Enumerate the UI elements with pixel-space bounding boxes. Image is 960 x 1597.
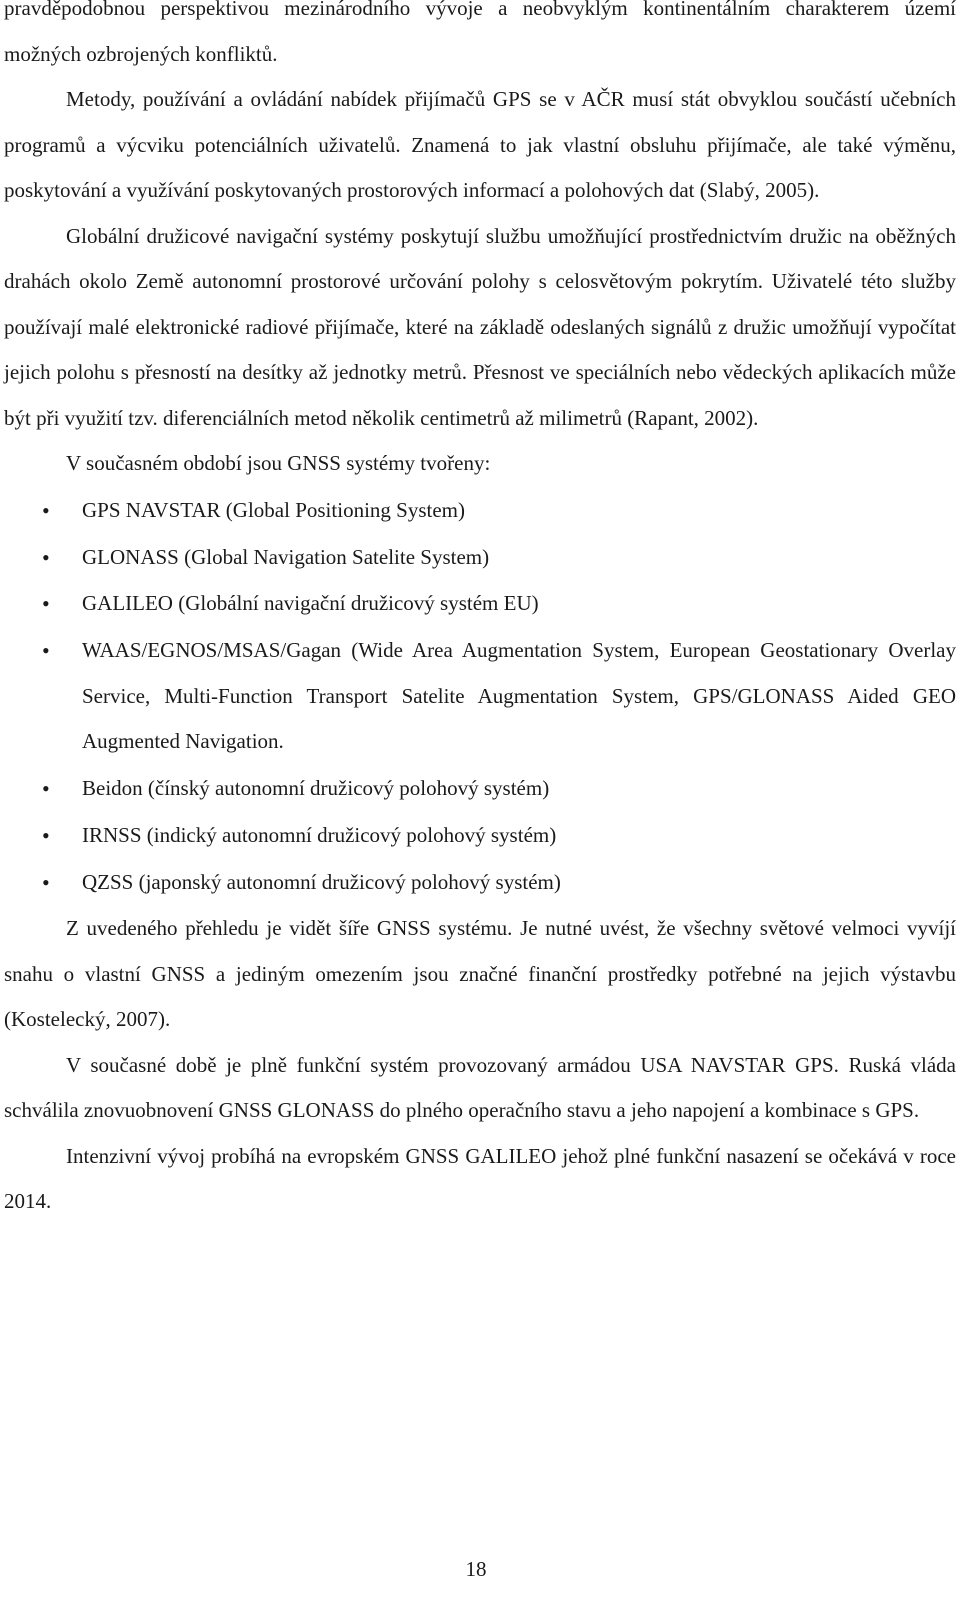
list-item (4, 581, 956, 627)
bullet-icon: • (42, 638, 50, 664)
list-item (4, 766, 956, 812)
list-item-text: GALILEO (Globální navigační družicový systém EU) (82, 591, 539, 616)
list-item (4, 628, 956, 765)
list-item (4, 535, 956, 581)
page-number: 18 (465, 1557, 487, 1581)
list-item (4, 813, 956, 859)
list-item-text: IRNSS (indický autonomní družicový polohový systém) (82, 822, 557, 847)
bullet-icon: • (42, 775, 50, 801)
bullet-icon: • (42, 591, 50, 617)
paragraph-gps-methods: Metody, používání a ovládání nabídek přijímačů GPS se v AČR musí stát obvyklou součástí učebních programů a výcviku potenciálních uživatelů. Znamená to jak vlastní obsluhu přijímače, ale také výměnu, poskytování a využívání poskytovaných prostorových informací a polohových dat (Slabý, 2005). (4, 87, 956, 202)
bullet-icon: • (42, 497, 50, 523)
paragraph-continuation: pravděpodobnou perspektivou mezinárodního vývoje a neobvyklým kontinentálním charakterem území možných ozbrojených konfliktů. (4, 0, 956, 66)
list-item (4, 488, 956, 534)
bullet-icon: • (42, 869, 50, 895)
list-item (4, 860, 956, 906)
paragraph-gnss-description: Globální družicové navigační systémy poskytují službu umožňující prostřednictvím družic na oběžných drahách okolo Země autonomní prostorové určování polohy s celosvětovým pokrytím. Uživatelé této služby používají malé elektronické radiové přijímače, které na základě odeslaných signálů z družic umožňují vypočítat jejich polohu s přesností na desítky až jednotky metrů. Přesnost ve speciálních nebo vědeckých aplikacích může být při využití tzv. diferenciálních metod několik centimetrů až milimetrů (Rapant, 2002). (4, 223, 956, 430)
list-item-text: GPS NAVSTAR (Global Positioning System) (82, 497, 465, 522)
list-item-text: GLONASS (Global Navigation Satelite System) (82, 544, 490, 569)
paragraph-gnss-overview: Z uvedeného přehledu je vidět šíře GNSS systému. Je nutné uvést, že všechny světové velmoci vyvíjí snahu o vlastní GNSS a jediným omezením jsou značné finanční prostředky potřebné na jejich výstavbu (Kostelecký, 2007). (4, 916, 956, 1032)
paragraph-list-intro: V současném období jsou GNSS systémy tvořeny: (66, 451, 491, 475)
gnss-systems-list (4, 488, 956, 905)
bullet-icon: • (42, 822, 50, 848)
paragraph-galileo: Intenzivní vývoj probíhá na evropském GNSS GALILEO jehož plné funkční nasazení se očekává v roce 2014. (4, 1143, 956, 1214)
bullet-icon: • (42, 544, 50, 570)
document-page (4, 0, 956, 1225)
paragraph-navstar-glonass: V současné době je plně funkční systém provozovaný armádou USA NAVSTAR GPS. Ruská vláda schválila znovuobnovení GNSS GLONASS do plného operačního stavu a jeho napojení a kombinace s GPS. (4, 1052, 956, 1123)
list-item-text: QZSS (japonský autonomní družicový polohový systém) (82, 869, 561, 894)
list-item-text: WAAS/EGNOS/MSAS/Gagan (Wide Area Augmentation System, European Geostationary Overlay Service, Multi-Function Transport Satelite Augmentation System, GPS/GLONASS Aided GEO Augmented Navigation. (82, 638, 956, 754)
list-item-text: Beidon (čínský autonomní družicový polohový systém) (82, 775, 550, 800)
